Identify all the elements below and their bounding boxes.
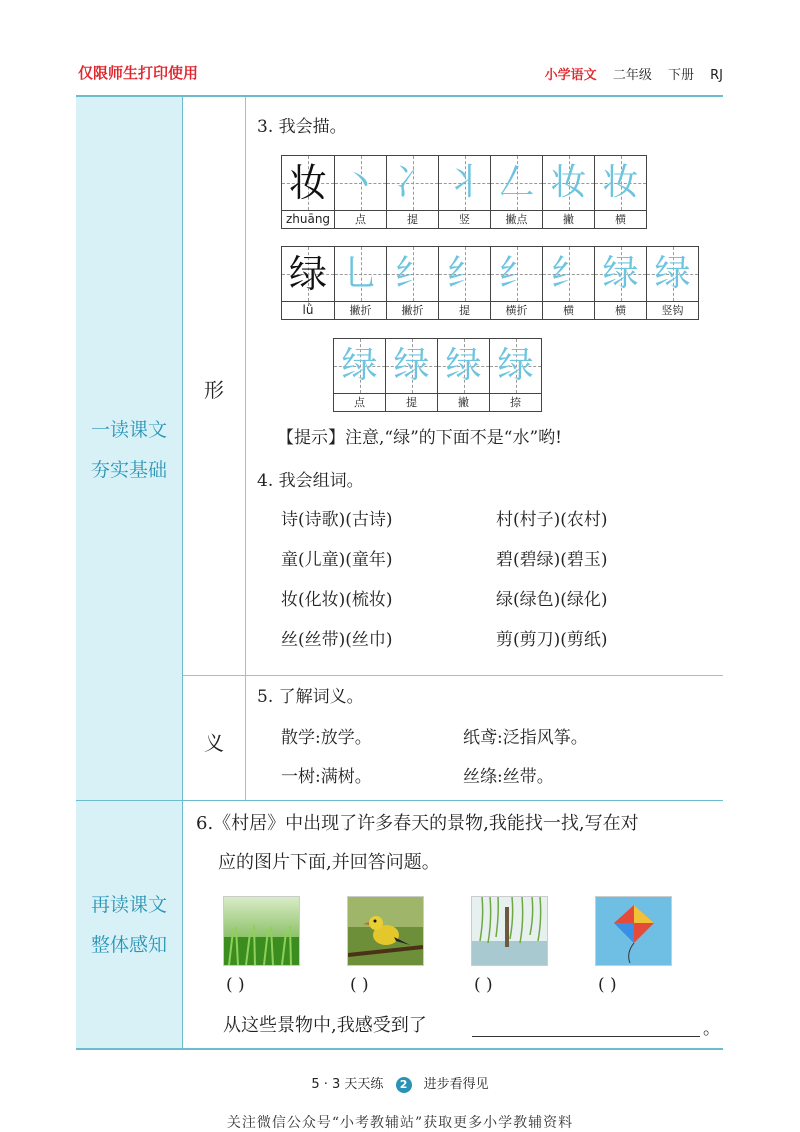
word-meaning: 一树:满树。 <box>281 767 372 787</box>
word-meaning: 纸鸢:泛指风筝。 <box>463 728 588 748</box>
word-group: 绿(绿色)(绿化) <box>496 590 608 610</box>
subhead-divider <box>245 97 246 800</box>
word-group: 诗(诗歌)(古诗) <box>281 510 393 530</box>
grid-lv-continued <box>333 338 542 412</box>
answer-blank[interactable]: ( ) <box>598 975 617 995</box>
stroke-label: 提 <box>387 210 438 228</box>
footer-note: 关注微信公众号“小考教辅站”获取更多小学教辅资料 <box>226 1115 574 1131</box>
grid-cell[interactable] <box>437 339 489 411</box>
stroke-label: 撇 <box>543 210 594 228</box>
section-title-2b: 整体感知 <box>90 934 167 956</box>
stroke-char: 乚 <box>342 253 379 294</box>
stroke-char: 𠃋 <box>498 162 535 203</box>
grid-cell[interactable] <box>646 247 698 319</box>
page-number: 2 <box>396 1077 412 1093</box>
word-group: 碧(碧绿)(碧玉) <box>496 550 608 570</box>
grid-cell[interactable] <box>542 247 594 319</box>
answer-blank[interactable]: ( ) <box>474 975 493 995</box>
bird-picture <box>347 896 424 966</box>
stroke-label: 横 <box>543 301 594 319</box>
grid-cell[interactable] <box>385 339 437 411</box>
stroke-char: 绿 <box>341 345 378 386</box>
grid-cell[interactable] <box>489 339 541 411</box>
stroke-char: 冫 <box>394 162 431 203</box>
section-title-1b: 夯实基础 <box>90 459 167 481</box>
q6-conclusion: 从这些景物中,我感受到了 <box>223 1015 427 1036</box>
tip-text: 【提示】注意,“绿”的下面不是“水”哟! <box>277 428 562 448</box>
grid-cell[interactable] <box>438 156 490 228</box>
stroke-label: 横折 <box>491 301 542 319</box>
stroke-char: 妆 <box>550 162 587 203</box>
section-title-1a: 一读课文 <box>90 419 167 441</box>
stroke-char: 丬 <box>446 162 483 203</box>
grid-cell[interactable] <box>490 156 542 228</box>
grid-cell[interactable] <box>334 247 386 319</box>
stroke-char: 纟 <box>446 253 483 294</box>
grid-cell <box>282 247 334 319</box>
grid-cell[interactable] <box>386 156 438 228</box>
grid-cell[interactable] <box>542 156 594 228</box>
divider-sections <box>76 800 723 801</box>
grid-cell[interactable] <box>594 247 646 319</box>
grid-zhuang <box>281 155 647 229</box>
stroke-label: 点 <box>335 210 386 228</box>
subhead-yi: 义 <box>204 731 224 755</box>
q6-question-line1: 6.《村居》中出现了许多春天的景物,我能找一找,写在对 <box>196 813 639 834</box>
volume-label: 下册 <box>667 68 694 83</box>
grid-cell[interactable] <box>490 247 542 319</box>
word-meaning: 丝绦:丝带。 <box>463 767 554 787</box>
subject-label: 小学语文 <box>544 68 597 83</box>
word-group: 丝(丝带)(丝巾) <box>281 630 393 650</box>
stroke-char: 丶 <box>342 162 379 203</box>
page-footer <box>0 1073 800 1093</box>
q4-title: 4. 我会组词。 <box>257 471 364 491</box>
slogan-label: 进步看得见 <box>423 1077 489 1092</box>
divider-xing-yi <box>183 675 723 676</box>
brand-label: 5 · 3 天天练 <box>311 1077 384 1092</box>
stroke-char: 妆 <box>602 162 639 203</box>
willow-picture <box>471 896 548 966</box>
print-note: 仅限师生打印使用 <box>78 64 199 82</box>
grid-cell[interactable] <box>438 247 490 319</box>
stroke-label: 提 <box>386 393 437 411</box>
grid-cell[interactable] <box>594 156 646 228</box>
end-mark: 。 <box>703 1019 720 1039</box>
stroke-char: 纟 <box>394 253 431 294</box>
stroke-char: 绿 <box>497 345 534 386</box>
pinyin-label: lǜ <box>282 301 334 319</box>
word-group: 童(儿童)(童年) <box>281 550 393 570</box>
grid-cell[interactable] <box>334 339 385 411</box>
model-char: 绿 <box>288 252 327 296</box>
stroke-char: 纟 <box>498 253 535 294</box>
stroke-char: 绿 <box>445 345 482 386</box>
grid-cell[interactable] <box>334 156 386 228</box>
q6-question-line2: 应的图片下面,并回答问题。 <box>218 852 440 873</box>
kite-picture <box>595 896 672 966</box>
stroke-char: 绿 <box>393 345 430 386</box>
word-group: 妆(化妆)(梳妆) <box>281 590 393 610</box>
grid-lv <box>281 246 699 320</box>
stroke-label: 撇 <box>438 393 489 411</box>
stroke-label: 点 <box>334 393 385 411</box>
grass-picture <box>223 896 300 966</box>
subhead-xing: 形 <box>204 378 224 402</box>
answer-blank[interactable]: ( ) <box>226 975 245 995</box>
stroke-label: 撇点 <box>491 210 542 228</box>
stroke-char: 绿 <box>654 253 691 294</box>
q3-title: 3. 我会描。 <box>257 117 347 137</box>
pinyin-label: zhuāng <box>282 210 334 228</box>
stroke-label: 撇折 <box>387 301 438 319</box>
stroke-label: 竖钩 <box>647 301 698 319</box>
stroke-label: 横 <box>595 301 646 319</box>
q5-title: 5. 了解词义。 <box>257 687 364 707</box>
book-info <box>545 64 723 83</box>
word-meaning: 散学:放学。 <box>281 728 372 748</box>
stroke-label: 捺 <box>490 393 541 411</box>
stroke-label: 提 <box>439 301 490 319</box>
section-title-2a: 再读课文 <box>90 894 167 916</box>
grade-label: 二年级 <box>612 68 652 83</box>
conclusion-answer-line[interactable] <box>472 1036 700 1037</box>
grid-cell[interactable] <box>386 247 438 319</box>
stroke-char: 纟 <box>550 253 587 294</box>
stroke-label: 撇折 <box>335 301 386 319</box>
word-group: 剪(剪刀)(剪纸) <box>496 630 608 650</box>
answer-blank[interactable]: ( ) <box>350 975 369 995</box>
grid-cell <box>282 156 334 228</box>
word-group: 村(村子)(农村) <box>496 510 608 530</box>
stroke-label: 竖 <box>439 210 490 228</box>
edition-label: RJ <box>710 68 723 83</box>
stroke-char: 绿 <box>602 253 639 294</box>
stroke-label: 横 <box>595 210 646 228</box>
model-char: 妆 <box>288 161 327 205</box>
